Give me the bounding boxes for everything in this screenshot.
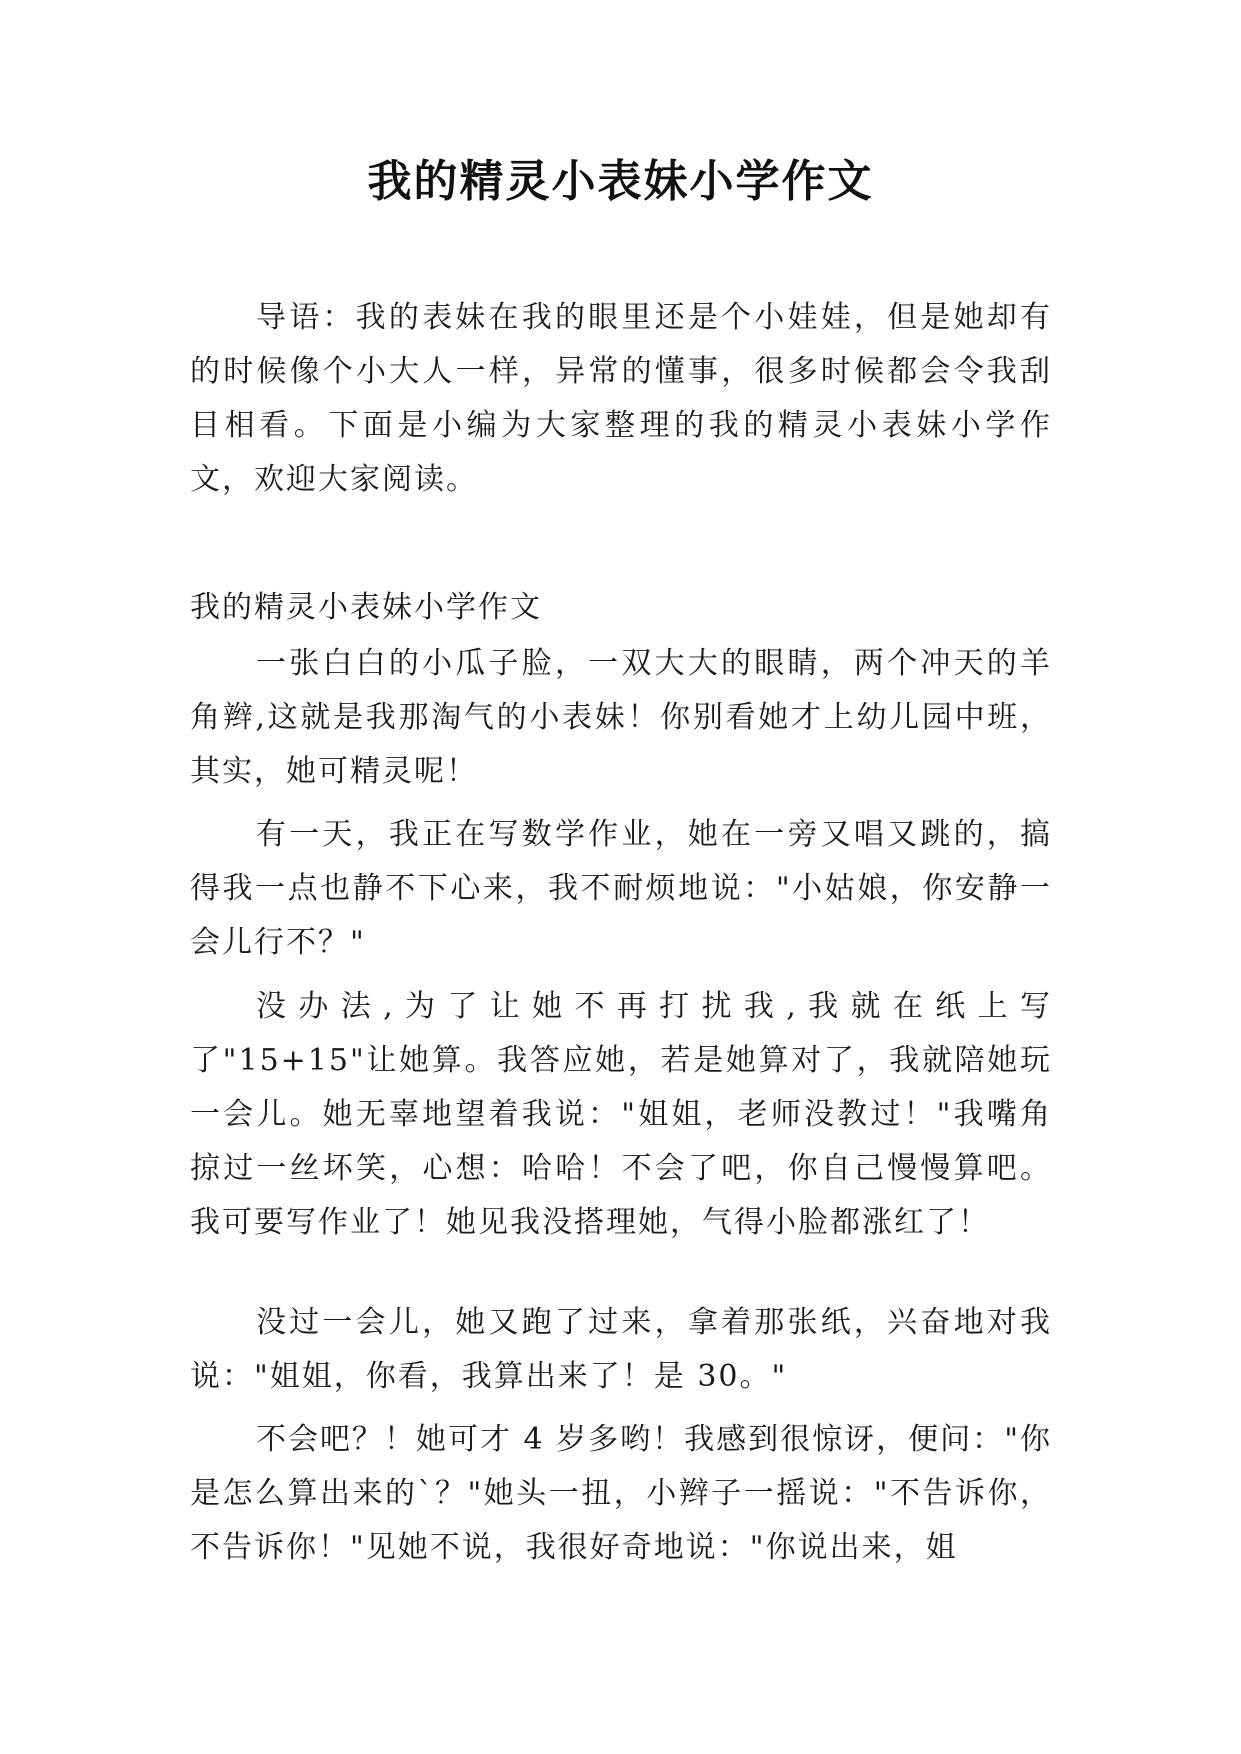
intro-paragraph: 导语：我的表妹在我的眼里还是个小娃娃，但是她却有的时候像个小大人一样，异常的懂事，很多时候都会令我刮目相看。下面是小编为大家整理的我的精灵小表妹小学作文，欢迎大家阅读。 (190, 300, 1052, 497)
body-paragraph: 没办法,为了让她不再打扰我,我就在纸上写了"15+15"让她算。我答应她，若是她算对了，我就陪她玩一会儿。她无辜地望着我说："姐姐，老师没教过！"我嘴角掠过一丝坏笑，心想：哈哈！不会了吧，你自己慢慢算吧。我可要写作业了！她见我没搭理她，气得小脸都涨红了！ (190, 989, 1052, 1240)
body-paragraph: 一张白白的小瓜子脸，一双大大的眼睛，两个冲天的羊角辫,这就是我那淘气的小表妹！你别看她才上幼儿园中班，其实，她可精灵呢！ (190, 646, 1052, 789)
body-paragraph: 有一天，我正在写数学作业，她在一旁又唱又跳的，搞得我一点也静不下心来，我不耐烦地说："小姑娘，你安静一会儿行不？" (190, 817, 1052, 960)
document-title: 我的精灵小表妹小学作文 (367, 156, 874, 207)
sub-heading: 我的精灵小表妹小学作文 (190, 590, 542, 625)
body-paragraph: 没过一会儿，她又跑了过来，拿着那张纸，兴奋地对我说："姐姐，你看，我算出来了！是 30。" (190, 1305, 1052, 1394)
body-paragraph: 不会吧？！她可才 4 岁多哟！我感到很惊讶，便问："你是怎么算出来的`？"她头一扭，小辫子一摇说："不告诉你，不告诉你！"见她不说，我很好奇地说："你说出来，姐 (190, 1422, 1052, 1565)
